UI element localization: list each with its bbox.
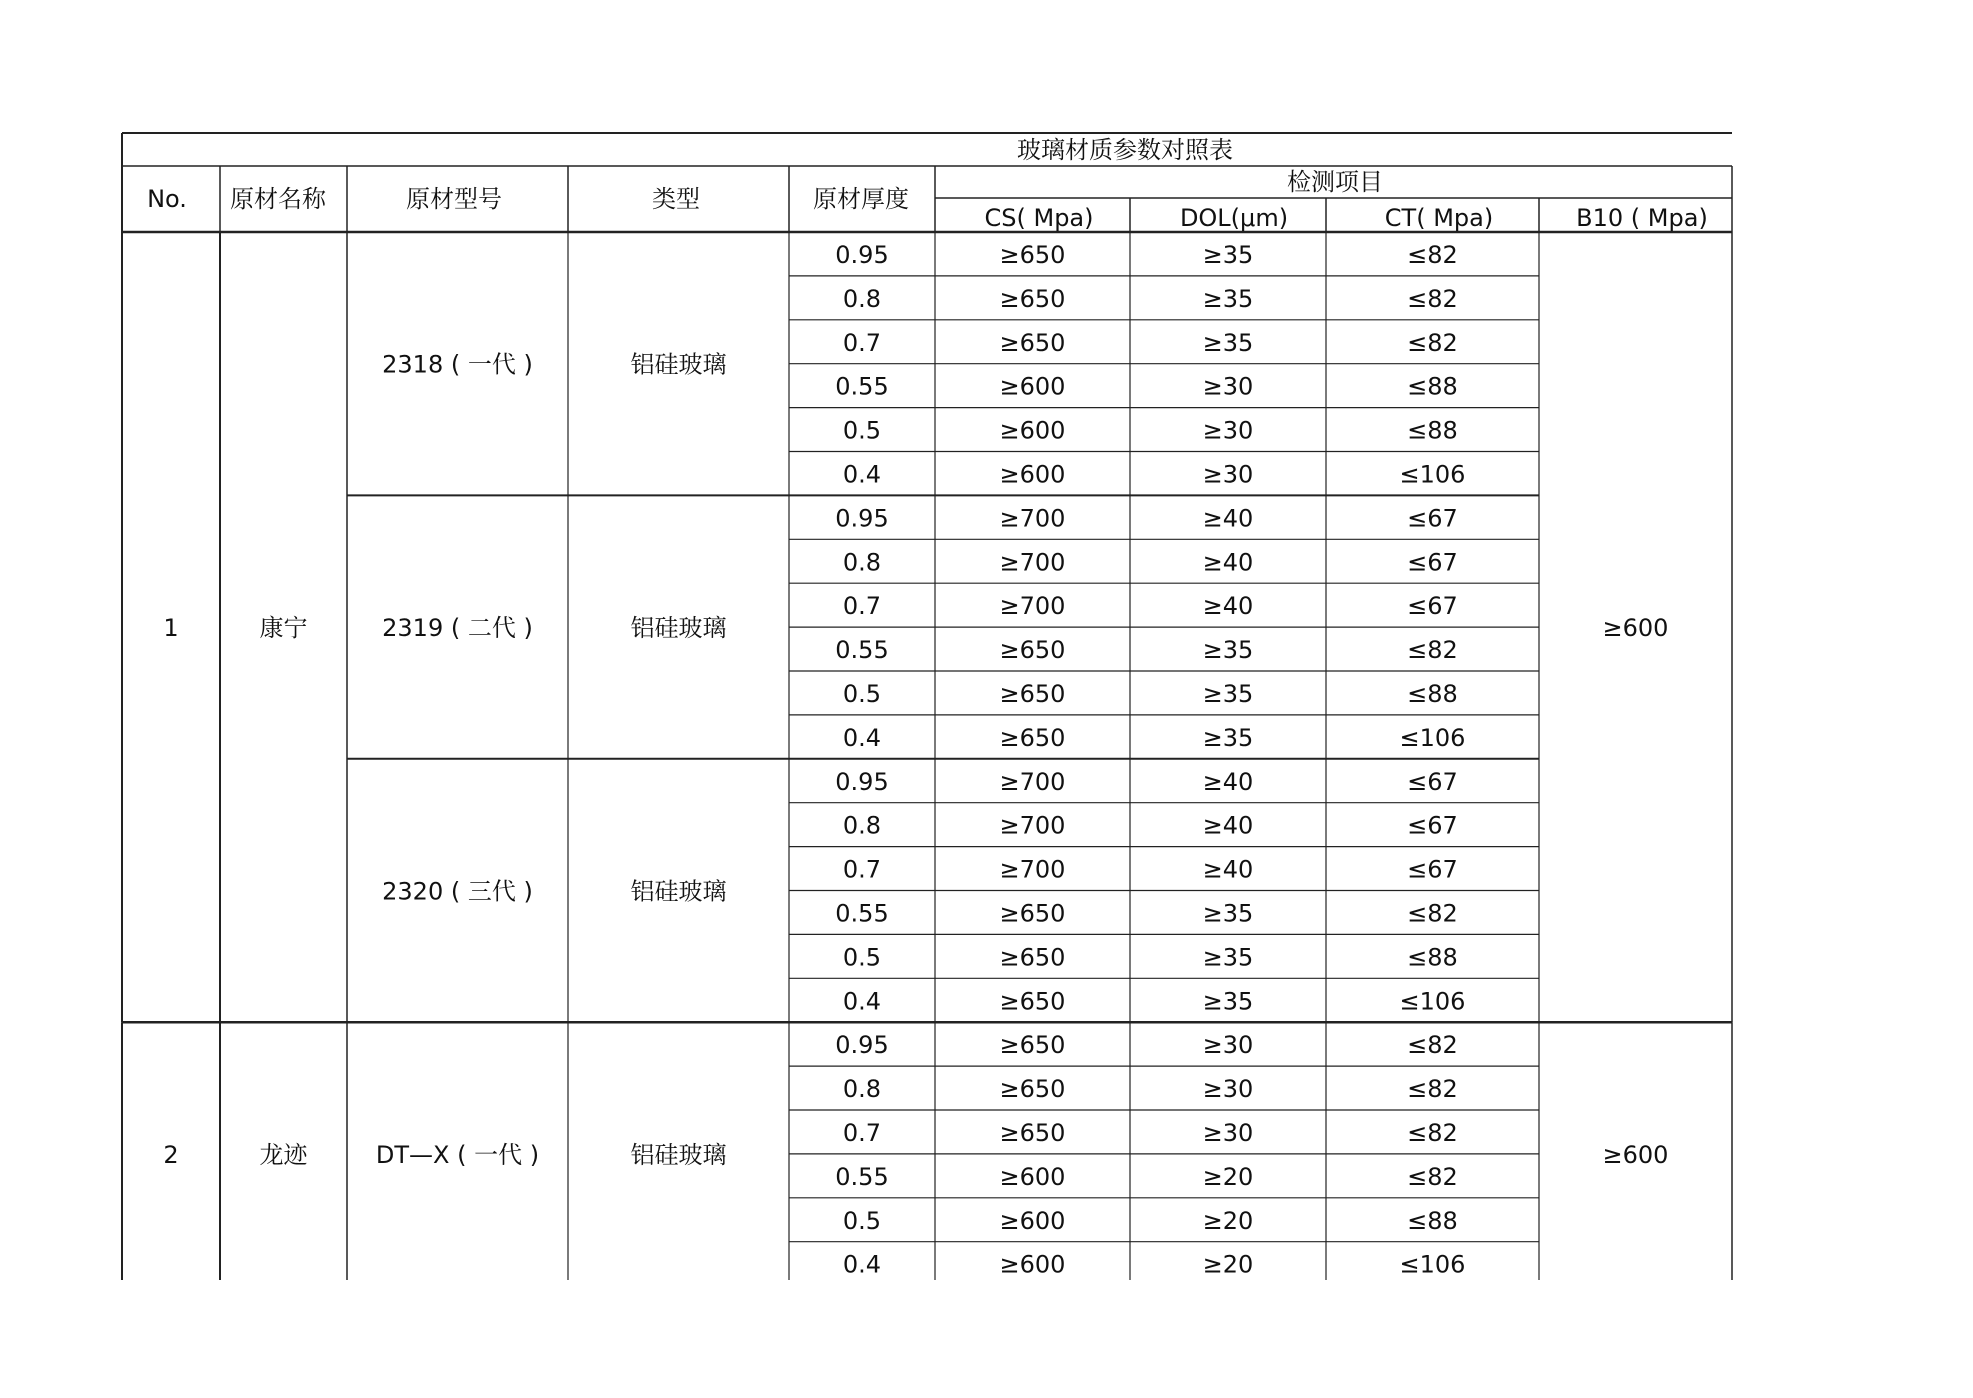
thickness-cell: 0.7 bbox=[842, 592, 882, 621]
dol-cell: ≥35 bbox=[1202, 723, 1254, 752]
ct-cell: ≤82 bbox=[1407, 899, 1458, 928]
ct-cell: ≤82 bbox=[1407, 1162, 1458, 1191]
type-cell: 铝硅玻璃 bbox=[630, 877, 727, 906]
ct-cell: ≤67 bbox=[1407, 504, 1458, 533]
header-material-name: 原材名称 bbox=[230, 185, 326, 213]
thickness-cell: 0.55 bbox=[835, 636, 889, 665]
header-no: No. bbox=[147, 185, 187, 213]
dol-cell: ≥30 bbox=[1202, 460, 1254, 489]
dol-cell: ≥20 bbox=[1202, 1162, 1254, 1191]
model-cell: DT—X ( 一代 ) bbox=[375, 1140, 540, 1169]
dol-cell: ≥35 bbox=[1202, 943, 1254, 972]
supplier-name-cell: 康宁 bbox=[259, 614, 308, 643]
dol-cell: ≥35 bbox=[1202, 899, 1254, 928]
thickness-cell: 0.4 bbox=[842, 987, 882, 1016]
dol-cell: ≥35 bbox=[1202, 636, 1254, 665]
thickness-cell: 0.55 bbox=[835, 372, 889, 401]
cs-cell: ≥600 bbox=[999, 1162, 1066, 1191]
cs-cell: ≥600 bbox=[999, 372, 1066, 401]
cs-cell: ≥700 bbox=[999, 855, 1066, 884]
cs-cell: ≥650 bbox=[999, 1031, 1066, 1060]
dol-cell: ≥30 bbox=[1202, 372, 1254, 401]
ct-cell: ≤82 bbox=[1407, 1075, 1458, 1104]
type-cell: 铝硅玻璃 bbox=[630, 350, 727, 379]
thickness-cell: 0.95 bbox=[835, 504, 889, 533]
ct-cell: ≤67 bbox=[1407, 811, 1458, 840]
cs-cell: ≥700 bbox=[999, 504, 1066, 533]
cs-cell: ≥650 bbox=[999, 1118, 1066, 1147]
cs-cell: ≥650 bbox=[999, 240, 1066, 269]
dol-cell: ≥40 bbox=[1202, 548, 1254, 577]
b10-cell: ≥600 bbox=[1602, 1140, 1669, 1169]
thickness-cell: 0.95 bbox=[835, 767, 889, 796]
header-material-model: 原材型号 bbox=[406, 185, 502, 213]
dol-cell: ≥40 bbox=[1202, 855, 1254, 884]
ct-cell: ≤88 bbox=[1407, 372, 1458, 401]
thickness-cell: 0.8 bbox=[842, 811, 882, 840]
thickness-cell: 0.95 bbox=[835, 1031, 889, 1060]
dol-cell: ≥20 bbox=[1202, 1206, 1254, 1235]
ct-cell: ≤67 bbox=[1407, 548, 1458, 577]
supplier-no-cell: 2 bbox=[163, 1140, 179, 1169]
ct-cell: ≤106 bbox=[1399, 987, 1466, 1016]
ct-cell: ≤82 bbox=[1407, 636, 1458, 665]
ct-cell: ≤106 bbox=[1399, 723, 1466, 752]
dol-cell: ≥20 bbox=[1202, 1250, 1254, 1279]
dol-cell: ≥35 bbox=[1202, 240, 1254, 269]
header-cs: CS( Mpa) bbox=[984, 204, 1094, 232]
cs-cell: ≥600 bbox=[999, 416, 1066, 445]
thickness-cell: 0.5 bbox=[842, 1206, 882, 1235]
thickness-cell: 0.8 bbox=[842, 1075, 882, 1104]
type-cell: 铝硅玻璃 bbox=[630, 1140, 727, 1169]
cs-cell: ≥650 bbox=[999, 679, 1066, 708]
ct-cell: ≤82 bbox=[1407, 1118, 1458, 1147]
cs-cell: ≥700 bbox=[999, 767, 1066, 796]
ct-cell: ≤82 bbox=[1407, 1031, 1458, 1060]
ct-cell: ≤67 bbox=[1407, 767, 1458, 796]
header-type: 类型 bbox=[652, 185, 700, 213]
ct-cell: ≤88 bbox=[1407, 943, 1458, 972]
cs-cell: ≥700 bbox=[999, 811, 1066, 840]
cs-cell: ≥650 bbox=[999, 723, 1066, 752]
cs-cell: ≥650 bbox=[999, 636, 1066, 665]
thickness-cell: 0.5 bbox=[842, 679, 882, 708]
b10-cell: ≥600 bbox=[1602, 614, 1669, 643]
thickness-cell: 0.8 bbox=[842, 548, 882, 577]
dol-cell: ≥40 bbox=[1202, 811, 1254, 840]
thickness-cell: 0.7 bbox=[842, 855, 882, 884]
thickness-cell: 0.5 bbox=[842, 943, 882, 972]
dol-cell: ≥30 bbox=[1202, 1075, 1254, 1104]
ct-cell: ≤67 bbox=[1407, 855, 1458, 884]
type-cell: 铝硅玻璃 bbox=[630, 614, 727, 643]
cs-cell: ≥650 bbox=[999, 899, 1066, 928]
ct-cell: ≤106 bbox=[1399, 1250, 1466, 1279]
cs-cell: ≥650 bbox=[999, 328, 1066, 357]
cs-cell: ≥600 bbox=[999, 460, 1066, 489]
cs-cell: ≥600 bbox=[999, 1206, 1066, 1235]
cs-cell: ≥700 bbox=[999, 592, 1066, 621]
cs-cell: ≥700 bbox=[999, 548, 1066, 577]
thickness-cell: 0.7 bbox=[842, 1118, 882, 1147]
thickness-cell: 0.4 bbox=[842, 723, 882, 752]
model-cell: 2320 ( 三代 ) bbox=[382, 877, 533, 906]
dol-cell: ≥30 bbox=[1202, 416, 1254, 445]
ct-cell: ≤106 bbox=[1399, 460, 1466, 489]
model-cell: 2318 ( 一代 ) bbox=[382, 350, 533, 379]
thickness-cell: 0.95 bbox=[835, 240, 889, 269]
ct-cell: ≤82 bbox=[1407, 328, 1458, 357]
dol-cell: ≥40 bbox=[1202, 592, 1254, 621]
table-body bbox=[163, 241, 1668, 1279]
cs-cell: ≥650 bbox=[999, 284, 1066, 313]
thickness-cell: 0.8 bbox=[842, 284, 882, 313]
supplier-name-cell: 龙迹 bbox=[259, 1140, 308, 1169]
dol-cell: ≥40 bbox=[1202, 504, 1254, 533]
table-title: 玻璃材质参数对照表 bbox=[1017, 136, 1233, 164]
header-b10: B10 ( Mpa) bbox=[1576, 204, 1708, 232]
thickness-cell: 0.55 bbox=[835, 899, 889, 928]
ct-cell: ≤67 bbox=[1407, 592, 1458, 621]
cs-cell: ≥650 bbox=[999, 987, 1066, 1016]
ct-cell: ≤88 bbox=[1407, 679, 1458, 708]
ct-cell: ≤82 bbox=[1407, 240, 1458, 269]
dol-cell: ≥35 bbox=[1202, 328, 1254, 357]
header-dol: DOL(μm) bbox=[1179, 204, 1289, 232]
dol-cell: ≥35 bbox=[1202, 284, 1254, 313]
cs-cell: ≥650 bbox=[999, 1075, 1066, 1104]
header-ct: CT( Mpa) bbox=[1384, 204, 1494, 232]
thickness-cell: 0.4 bbox=[842, 1250, 882, 1279]
thickness-cell: 0.4 bbox=[842, 460, 882, 489]
thickness-cell: 0.7 bbox=[842, 328, 882, 357]
header-test-items: 检测项目 bbox=[1287, 168, 1383, 196]
ct-cell: ≤88 bbox=[1407, 1206, 1458, 1235]
thickness-cell: 0.55 bbox=[835, 1162, 889, 1191]
model-cell: 2319 ( 二代 ) bbox=[382, 614, 533, 643]
ct-cell: ≤82 bbox=[1407, 284, 1458, 313]
ct-cell: ≤88 bbox=[1407, 416, 1458, 445]
cs-cell: ≥650 bbox=[999, 943, 1066, 972]
dol-cell: ≥35 bbox=[1202, 679, 1254, 708]
cs-cell: ≥600 bbox=[999, 1250, 1066, 1279]
supplier-no-cell: 1 bbox=[163, 614, 179, 643]
dol-cell: ≥30 bbox=[1202, 1118, 1254, 1147]
header-thickness: 原材厚度 bbox=[813, 185, 909, 213]
dol-cell: ≥35 bbox=[1202, 987, 1254, 1016]
thickness-cell: 0.5 bbox=[842, 416, 882, 445]
dol-cell: ≥30 bbox=[1202, 1031, 1254, 1060]
dol-cell: ≥40 bbox=[1202, 767, 1254, 796]
table-grid-lines bbox=[122, 133, 1732, 1280]
